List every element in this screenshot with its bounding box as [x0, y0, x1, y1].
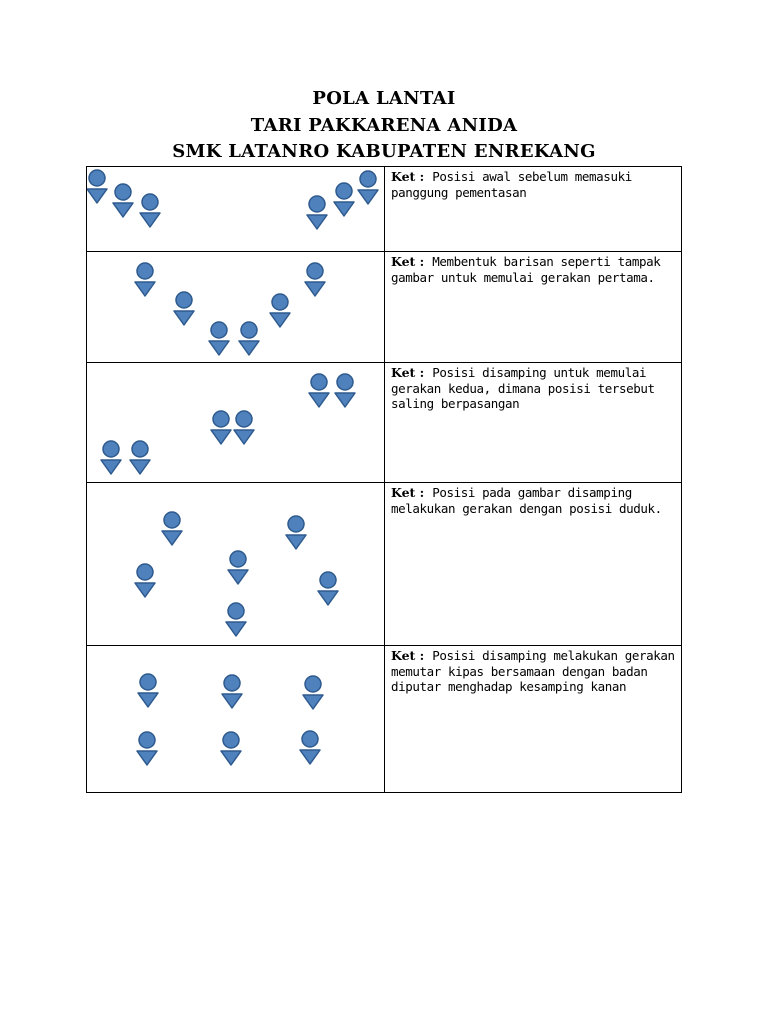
pattern-note-4 — [385, 483, 682, 646]
dancer-body — [87, 189, 107, 203]
document-title-line-2: TARI PAKKARENA ANIDA — [250, 115, 518, 136]
dancer-icon — [234, 411, 254, 444]
pattern-note-3 — [385, 363, 682, 483]
dancer-head — [164, 512, 180, 528]
dancer-head — [103, 441, 119, 457]
dancer-head — [176, 292, 192, 308]
dancer-head — [230, 551, 246, 567]
dancer-icon — [303, 676, 323, 709]
note-text: Posisi disamping melakukan gerakan memutar kipas bersamaan dengan badan diputar menghadap kesamping kanan — [391, 648, 675, 694]
dancer-icon — [228, 551, 248, 584]
dancer-icon — [140, 194, 160, 227]
dancer-head — [115, 184, 131, 200]
dancer-body — [309, 393, 329, 407]
dancer-icon — [174, 292, 194, 325]
dancer-icon — [209, 322, 229, 355]
dancer-icon — [286, 516, 306, 549]
dancer-body — [270, 313, 290, 327]
dancer-icon — [113, 184, 133, 217]
dancer-icon — [318, 572, 338, 605]
dancer-body — [226, 622, 246, 636]
dancer-icon — [335, 374, 355, 407]
dancer-head — [309, 196, 325, 212]
dancer-head — [311, 374, 327, 390]
dancer-icon — [101, 441, 121, 474]
dancer-head — [228, 603, 244, 619]
dancer-head — [320, 572, 336, 588]
dancer-icon — [226, 603, 246, 636]
pattern-row-4 — [87, 483, 682, 646]
dancer-head — [302, 731, 318, 747]
dancer-head — [241, 322, 257, 338]
note-label: Ket : — [391, 254, 425, 269]
dancer-head — [360, 171, 376, 187]
pattern-row-5 — [87, 646, 682, 793]
dancer-body — [305, 282, 325, 296]
dancer-body — [239, 341, 259, 355]
dancer-icon — [305, 263, 325, 296]
note-text: Posisi disamping untuk memulai gerakan kedua, dimana posisi tersebut saling berpasangan — [391, 365, 655, 411]
pattern-row-3 — [87, 363, 682, 483]
dancer-head — [211, 322, 227, 338]
dancer-head — [272, 294, 288, 310]
dancer-body — [300, 750, 320, 764]
dancer-head — [305, 676, 321, 692]
dancer-body — [318, 591, 338, 605]
dancer-body — [303, 695, 323, 709]
pattern-diagram-2 — [87, 252, 384, 362]
pattern-note-2 — [385, 252, 682, 363]
note-label: Ket : — [391, 648, 425, 663]
dancer-head — [142, 194, 158, 210]
pattern-note-1 — [385, 167, 682, 252]
pattern-figure-1 — [87, 167, 385, 252]
pattern-figure-2 — [87, 252, 385, 363]
dancer-head — [288, 516, 304, 532]
dancer-head — [236, 411, 252, 427]
dancer-icon — [334, 183, 354, 216]
dancer-head — [337, 374, 353, 390]
pattern-figure-5 — [87, 646, 385, 793]
dancer-head — [137, 263, 153, 279]
document-title-line-3: SMK LATANRO KABUPATEN ENREKANG — [172, 141, 596, 162]
dancer-body — [138, 693, 158, 707]
dancer-head — [140, 674, 156, 690]
dancer-icon — [87, 170, 107, 203]
dancer-icon — [270, 294, 290, 327]
dancer-icon — [138, 674, 158, 707]
dancer-body — [137, 751, 157, 765]
dancer-body — [113, 203, 133, 217]
dancer-body — [209, 341, 229, 355]
dancer-body — [211, 430, 231, 444]
dancer-head — [132, 441, 148, 457]
dancer-body — [135, 282, 155, 296]
note-text: Posisi pada gambar disamping melakukan gerakan dengan posisi duduk. — [391, 485, 662, 516]
dancer-icon — [239, 322, 259, 355]
dancer-head — [224, 675, 240, 691]
dancer-icon — [162, 512, 182, 545]
dancer-body — [222, 694, 242, 708]
pattern-row-1 — [87, 167, 682, 252]
note-label: Ket : — [391, 169, 425, 184]
dancer-icon — [137, 732, 157, 765]
dancer-head — [307, 263, 323, 279]
dancer-icon — [135, 564, 155, 597]
dancer-body — [162, 531, 182, 545]
dancer-body — [130, 460, 150, 474]
dancer-head — [139, 732, 155, 748]
dancer-head — [89, 170, 105, 186]
dancer-icon — [300, 731, 320, 764]
dancer-icon — [221, 732, 241, 765]
dancer-body — [307, 215, 327, 229]
dancer-body — [135, 583, 155, 597]
dancer-body — [358, 190, 378, 204]
dancer-icon — [211, 411, 231, 444]
dancer-icon — [309, 374, 329, 407]
dancer-body — [228, 570, 248, 584]
dancer-head — [137, 564, 153, 580]
document-title-line-1: POLA LANTAI — [312, 88, 456, 109]
pattern-note-5 — [385, 646, 682, 793]
pattern-diagram-5 — [87, 646, 384, 792]
dancer-icon — [222, 675, 242, 708]
note-label: Ket : — [391, 365, 425, 380]
dancer-body — [334, 202, 354, 216]
dancer-body — [234, 430, 254, 444]
dancer-body — [174, 311, 194, 325]
dancer-body — [335, 393, 355, 407]
dancer-icon — [135, 263, 155, 296]
pattern-diagram-1 — [87, 167, 384, 251]
pattern-diagram-4 — [87, 483, 384, 645]
dancer-body — [286, 535, 306, 549]
dancer-body — [140, 213, 160, 227]
dancer-icon — [358, 171, 378, 204]
pattern-figure-3 — [87, 363, 385, 483]
note-text: Posisi awal sebelum memasuki panggung pementasan — [391, 169, 632, 200]
dancer-head — [213, 411, 229, 427]
dancer-body — [101, 460, 121, 474]
note-label: Ket : — [391, 485, 425, 500]
dancer-icon — [307, 196, 327, 229]
dancer-head — [223, 732, 239, 748]
note-text: Membentuk barisan seperti tampak gambar untuk memulai gerakan pertama. — [391, 254, 661, 285]
pattern-figure-4 — [87, 483, 385, 646]
floor-pattern-table — [86, 166, 682, 793]
dancer-head — [336, 183, 352, 199]
pattern-diagram-3 — [87, 363, 384, 482]
dancer-icon — [130, 441, 150, 474]
pattern-row-2 — [87, 252, 682, 363]
dancer-body — [221, 751, 241, 765]
